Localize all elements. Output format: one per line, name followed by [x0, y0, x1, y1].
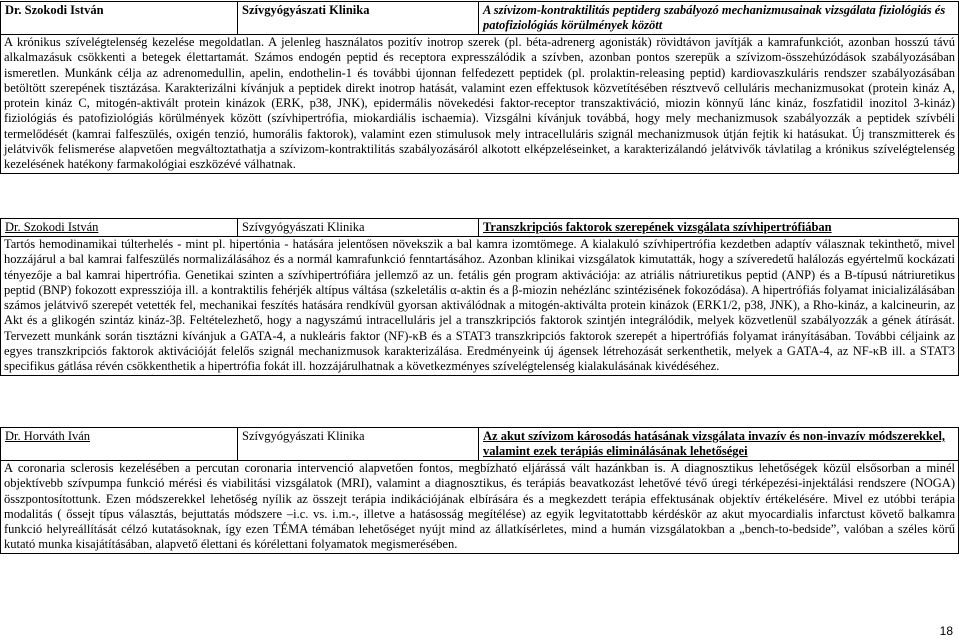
project-header [0, 1, 959, 34]
project-abstract: A krónikus szívelégtelenség kezelése megoldatlan. A jelenleg használatos pozitív inotrop szerek (pl. béta-adrenerg agonisták) rövidtávon javítják a kamrafunkciót, azonban hosszú távú alkalmazásuk csökkenti a betegek élettartamát. Számos endogén peptid és receptora expresszálódik a szívben, azonban pontos szerepük a szívizom-összehúzódások szabályozásában ismeretlen. Munkánk célja az adrenomedullin, apelin, endothelin-1 és további újonnan felfedezett peptidek (pl. prolaktin-releasing peptid) kardiovaszkuláris rendszer szabályozásában betöltött szerepének tisztázása. Karakterizálni kívánjuk a peptidek direkt inotrop hatását, valamint ezen effektusok közvetítésében résztvevő celluláris mechanizmusokat (protein kináz A, protein kináz C, mitogén-aktivált protein kinázok (ERK, p38, JNK), epidermális növekedési faktor-receptor transzaktiváció, miozin könnyű lánc kináz, foszfatidil inozitol 3-kináz) fiziológiás és patofiziológiás körülmények között (szívhipertrófia, miokardiális ischaemia). Vizsgálni kívánjuk továbbá, hogy mely mechanizmusok szabályozzák a peptidek szívbéli termelődését (kamrai falfeszülés, oxigén tenzió, humorális faktorok), valamint ezen stimulusok mely intracelluláris szignál mechanizmusok útján fejtik ki hatásukat. Új transzmitterek és jelátvivők felismerése alapvetően megváltoztathatja a szívizom-kontraktilitás szabályozásáról alkotott elképzeléseinket, a karakterizálandó jelátvivők távlatilag a krónikus szívelégtelenség kezelésének hatékony farmakológiai eszközévé válhatnak. [0, 34, 959, 174]
department-name: Szívgyógyászati Klinika [238, 428, 479, 460]
project-title: A szívizom-kontraktilitás peptiderg szabályozó mechanizmusainak vizsgálata fiziológiás és patofiziológiás körülmények között [483, 3, 946, 32]
researcher-name: Dr. Szokodi István [1, 2, 238, 34]
project-block-2 [0, 218, 959, 376]
page-number: 18 [939, 624, 953, 638]
researcher-name: Dr. Horváth Iván [1, 428, 238, 460]
project-block-1 [0, 1, 959, 174]
project-abstract: Tartós hemodinamikai túlterhelés - mint pl. hipertónia - hatására jelentősen növekszik a bal kamra izomtömege. A kialakuló szívhipertrófia kezdetben adaptív válasznak tekinthető, mivel hozzájárul a bal kamrai falfeszülés normalizálásához és a normál kamrafunkció fenntartásához. Azonban klinikai vizsgálatok kimutatták, hogy a szíveredetű halálozás egyértelmű kockázati tényezője a bal kamrai hipertrófia. Genetikai szinten a szívhipertrófiára jellemző az un. fetális gén program aktivációja: az atriális nátriuretikus peptid (ANP) és a B-típusú nátriuretikus peptid (BNP) fokozott expressziója ill. a kontraktilis fehérjék altípus váltása (szkeletális α-aktin és a β-miozin nehézlánc szintézisének fokozódása). A hipertrófiás folyamat inicializálásában számos jelátvivő szerepét vetették fel, mechanikai feszítés hatására rendkívül gyorsan aktiválódnak a mitogén-aktiválta protein kinázok (ERK1/2, p38, JNK), a Rho-kináz, a kalcineurin, az Akt és a glikogén szintáz kináz-3β. Feltételezhető, hogy a nagyszámú intracelluláris jel a transzkripciós faktorok szintjén integrálódik, melyek közvetlenül szabályozzák a gének átírását. Tervezett munkánk során tisztázni kívánjuk a GATA-4, a nukleáris faktor (NF)-κB és a STAT3 transzkripciós faktorok szerepét a hipertrófiás folyamat irányításában. További céljaink az egyes transzkripciós faktorok aktivációját felelős szignál mechanizmusok karakterizálása. Eredményeink új ágensek létrehozását serkenthetik, melyek a GATA-4, az NF-κB ill. a STAT3 specifikus gátlása révén csökkenthetik a hipertrófia fokát ill. hozzájárulhatnak a következményes szívelégtelenség kialakulásának kivédéséhez. [0, 236, 959, 376]
project-block-3 [0, 427, 959, 554]
project-title: Az akut szívizom károsodás hatásának vizsgálata invazív és non-invazív módszerekkel, valamint ezek terápiás eliminálásának lehetőségei [483, 429, 946, 458]
researcher-name: Dr. Szokodi István [1, 219, 238, 236]
project-header [0, 427, 959, 460]
project-abstract: A coronaria sclerosis kezelésében a percutan coronaria intervenció alapvetően fontos, megbízható eljárássá vált hazánkban is. A diagnosztikus lehetőségek közül elsősorban a minél objektívebb szívpumpa funkció mérési és viabilitási vizsgálatok (MRI), valamint a diagnosztikus, és terápiás beavatkozást lehetővé tévő úregi térképezési-injektálási rendszere (NOGA) összpontosítottunk. Ezen módszerekkel lehetőség nyílik az összejt terápia indikációjának elbírására és a megkezdett terápia effektusának objektív értékelésére. Mivel ez utóbbi terápia modalitás ( őssejt típus választás, bejuttatás módszere –i.c. vs. i.m.-, illetve a hatásosság megítélése) az egyik legvitatottabb kérdéskör az akut myocardialis infarctust követő balkamra funkció helyreállítását célzó kutatásoknak, így ezen TÉMA témában lehetőséget nyújt mind az állatkísérletes, mind a humán vizsgálatokban a „bench-to-bedside”, valóban a széles körű kutató munka kisajátításában, alapvető élettani és kórélettani folyamatok megismerésében. [0, 460, 959, 554]
department-name: Szívgyógyászati Klinika [238, 219, 479, 236]
project-title: Transzkripciós faktorok szerepének vizsgálata szívhipertrófiában [483, 220, 832, 234]
department-name: Szívgyógyászati Klinika [238, 2, 479, 34]
project-header [0, 218, 959, 236]
